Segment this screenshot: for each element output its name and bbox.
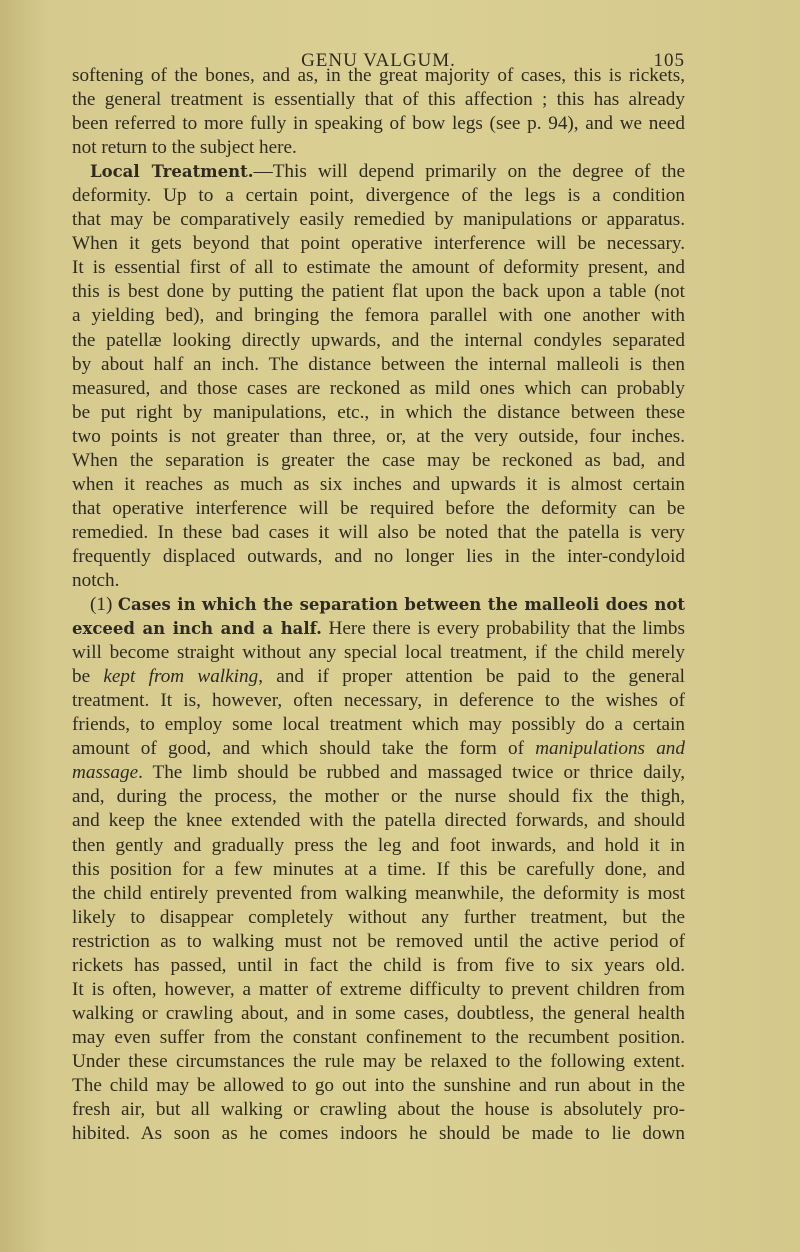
text-run: fresh air, but all walking or crawling about the house is absolutely pro-	[72, 1099, 685, 1121]
text-line	[72, 617, 685, 641]
bold-heading-run: exceed an inch and a half.	[72, 619, 322, 639]
text-line	[72, 834, 685, 858]
text-run: softening of the bones, and as, in the great majority of cases, this is rickets,	[72, 65, 685, 86]
text-line	[72, 425, 685, 449]
text-line	[72, 785, 685, 809]
text-line	[72, 761, 685, 785]
text-run: be	[72, 666, 104, 688]
text-line	[72, 641, 685, 665]
text-line	[72, 112, 685, 136]
text-run: and keep the knee extended with the patella directed forwards, and should	[72, 810, 685, 832]
text-line	[72, 882, 685, 906]
text-run: this is best done by putting the patient flat upon the back upon a table (not	[72, 281, 685, 303]
italic-run: manipulations and	[535, 738, 685, 760]
text-run: deformity. Up to a certain point, divergence of the legs is a condition	[72, 185, 685, 207]
text-line	[72, 280, 685, 304]
text-line	[72, 978, 685, 1002]
text-line	[72, 569, 685, 593]
text-run: restriction as to walking must not be removed until the active period of	[72, 930, 685, 952]
text-line	[72, 954, 685, 978]
text-run: Here there is every probability that the limbs	[321, 618, 685, 640]
italic-run: kept from walking	[103, 666, 259, 688]
text-run: be put right by manipulations, etc., in which the distance between these	[72, 401, 685, 423]
text-line	[72, 737, 685, 761]
text-run: the general treatment is essentially that of this affection ; this has already	[72, 89, 685, 111]
text-run: been referred to more fully in speaking of bow legs (see p. 94), and we need	[72, 113, 685, 135]
text-line	[72, 136, 685, 160]
text-line	[72, 256, 685, 280]
text-line	[72, 329, 685, 353]
text-run: When the separation is greater the case may be reckoned as bad, and	[72, 449, 685, 471]
text-run: by about half an inch. The distance between the internal malleoli is then	[72, 353, 685, 375]
page-number: 105	[653, 50, 685, 71]
text-line	[72, 449, 685, 473]
text-line	[72, 497, 685, 521]
text-run: friends, to employ some local treatment which may possibly do a certain	[72, 714, 685, 736]
text-line	[72, 689, 685, 713]
text-line	[72, 1050, 685, 1074]
text-line	[72, 1074, 685, 1098]
text-run: when it reaches as much as six inches and upwards it is almost certain	[72, 473, 685, 495]
bold-heading-run: Cases in which the separation between the malleoli does not	[117, 595, 686, 615]
text-run: . The limb should be rubbed and massaged twice or thrice daily,	[138, 762, 685, 784]
text-line	[72, 906, 685, 930]
text-line	[72, 160, 685, 184]
text-run: likely to disappear completely without any further treatment, but the	[72, 906, 685, 928]
bold-heading-run: Local Treatment.	[90, 162, 254, 182]
text-run: , and if proper attention be paid to the general	[258, 666, 685, 688]
text-line	[72, 184, 685, 208]
running-title: GENU VALGUM.	[301, 50, 456, 71]
text-line	[72, 1002, 685, 1026]
text-line	[72, 930, 685, 954]
text-run: that operative interference will be required before the deformity can be	[72, 497, 685, 519]
body-text	[72, 64, 685, 1146]
text-run: measured, and those cases are reckoned as mild ones which can probably	[72, 377, 685, 399]
text-line	[72, 593, 685, 617]
text-line	[72, 713, 685, 737]
text-line	[72, 232, 685, 256]
text-run: not return to the subject here.	[72, 137, 297, 159]
text-run: frequently displaced outwards, and no longer lies in the inter-condyloid	[72, 545, 685, 567]
text-run: treatment. It is, however, often necessary, in deference to the wishes of	[72, 690, 685, 712]
text-run: walking or crawling about, and in some cases, doubtless, the general health	[72, 1002, 685, 1024]
text-run: —This will depend primarily on the degree of the	[253, 161, 685, 183]
text-run: two points is not greater than three, or, at the very outside, four inches.	[72, 425, 685, 447]
text-line	[72, 304, 685, 328]
text-run: It is often, however, a matter of extreme difficulty to prevent children from	[72, 978, 685, 1000]
text-run: the patellæ looking directly upwards, and the internal condyles separated	[72, 329, 685, 351]
text-line	[72, 401, 685, 425]
text-run: may even suffer from the constant confinement to the recumbent position.	[72, 1026, 685, 1048]
text-line	[72, 858, 685, 882]
text-run: The child may be allowed to go out into the sunshine and run about in the	[72, 1074, 685, 1096]
italic-run: massage	[72, 762, 139, 784]
text-line	[72, 64, 685, 88]
text-line	[72, 665, 685, 689]
text-run: It is essential first of all to estimate the amount of deformity present, and	[72, 257, 685, 279]
text-line	[72, 88, 685, 112]
text-run: (1)	[90, 594, 118, 616]
text-line	[72, 521, 685, 545]
text-line	[72, 1122, 685, 1146]
text-run: and, during the process, the mother or the nurse should fix the thigh,	[72, 786, 685, 808]
text-run: Under these circumstances the rule may be relaxed to the following extent.	[72, 1050, 685, 1072]
text-line	[72, 208, 685, 232]
text-run: that may be comparatively easily remedied by manipulations or apparatus.	[72, 209, 685, 231]
text-line	[72, 809, 685, 833]
text-run: then gently and gradually press the leg and foot inwards, and hold it in	[72, 834, 685, 856]
text-run: When it gets beyond that point operative interference will be necessary.	[72, 233, 685, 255]
text-line	[72, 545, 685, 569]
text-run: the child entirely prevented from walking meanwhile, the deformity is most	[72, 882, 685, 904]
text-run: will become straight without any special local treatment, if the child merely	[72, 642, 685, 664]
text-line	[72, 353, 685, 377]
text-run: hibited. As soon as he comes indoors he should be made to lie down	[72, 1123, 685, 1145]
text-run: remedied. In these bad cases it will also be noted that the patella is very	[72, 521, 685, 543]
text-run: notch.	[72, 569, 120, 591]
text-line	[72, 473, 685, 497]
text-run: rickets has passed, until in fact the child is from five to six years old.	[72, 954, 685, 976]
text-run: a yielding bed), and bringing the femora parallel with one another with	[72, 305, 685, 327]
text-run: this position for a few minutes at a time. If this be carefully done, and	[72, 858, 685, 880]
text-run: amount of good, and which should take the form of	[72, 738, 536, 760]
text-line	[72, 1026, 685, 1050]
text-line	[72, 1098, 685, 1122]
text-line	[72, 377, 685, 401]
